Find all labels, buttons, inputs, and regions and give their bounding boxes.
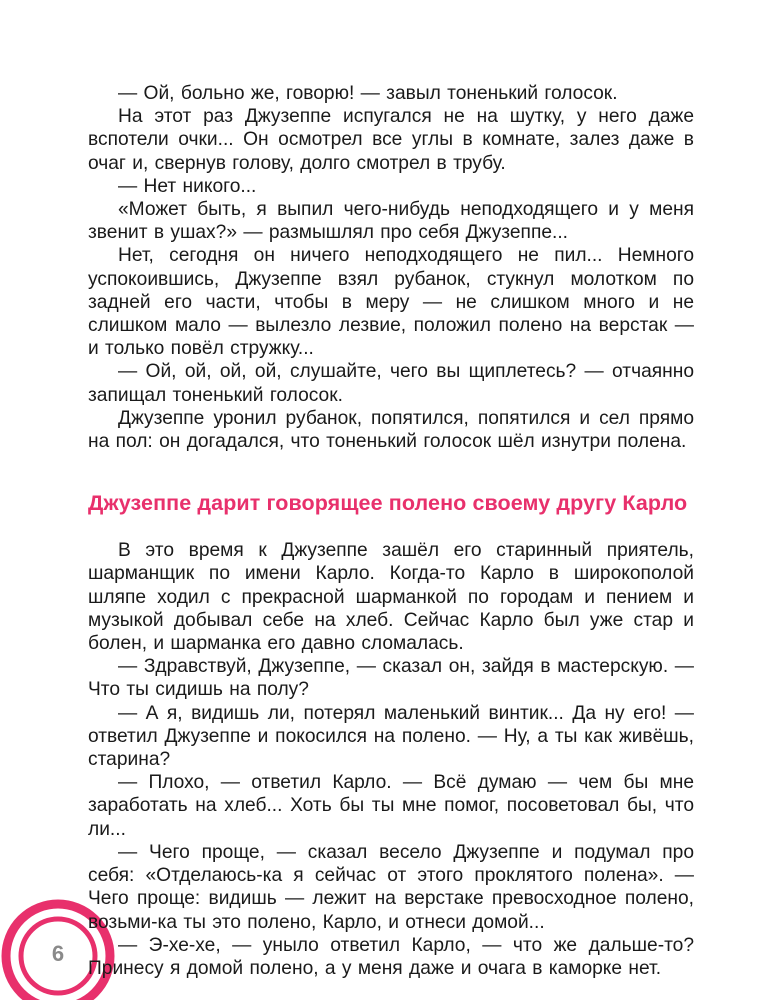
paragraph: На этот раз Джузеппе испугался не на шутку, у него даже вспотели очки... Он осмотрел все углы в комнате, залез даже в очаг и, свернув голову, долго смотрел в трубу. [88,106,694,174]
paragraph: Джузеппе уронил рубанок, попятился, попятился и сел прямо на пол: он догадался, что тоненький голосок шёл изнутри полена. [88,407,694,453]
paragraph: — Э-хе-хе, — уныло ответил Карло, — что же дальше-то? Принесу я домой полено, а у меня даже и очага в каморке нет. [88,934,694,979]
paragraph: — Плохо, — ответил Карло. — Всё думаю — чем бы мне заработать на хлеб... Хоть бы ты мне помог, посоветовал бы, что ли... [88,772,694,840]
paragraph: — Ой, ой, ой, ой, слушайте, чего вы щиплетесь? — отчаянно запищал тоненький голосок. [88,361,694,406]
paragraph: «Может быть, я выпил чего-нибудь неподходящего и у меня звенит в ушах?» — размышлял про себя Джузеппе... [88,199,694,244]
page-body [88,82,694,980]
section-title: Джузеппе дарит говорящее полено своему другу Карло [88,491,688,516]
paragraph: — Здравствуй, Джузеппе, — сказал он, зайдя в мастерскую. — Что ты сидишь на полу? [88,656,694,701]
paragraph: — Чего проще, — сказал весело Джузеппе и подумал про себя: «Отделаюсь-ка я сейчас от этого проклятого полена». — Чего проще: видишь — лежит на верстаке превосходное полено, возьми-ка ты это полено, Карло, и отнеси домой... [88,841,694,933]
paragraph: Нет, сегодня он ничего неподходящего не пил... Немного успокоившись, Джузеппе взял рубанок, стукнул молотком по задней его части, чтобы в меру — не слишком много и не слишком мало — вылезло лезвие, положил полено на верстак — и только повёл стружку... [88,245,694,360]
paragraph: — Ой, больно же, говорю! — завыл тоненький голосок. [118,83,618,104]
paragraph: — Нет никого... [118,175,257,197]
paragraph: В это время к Джузеппе зашёл его старинный приятель, шарманщик по имени Карло. Когда-то Карло в широкополой шляпе ходил с прекрасной шарманкой по городам и пением и музыкой добывал себе на хлеб. Сейчас Карло был уже стар и болен, и шарманка его давно сломалась. [88,540,694,655]
page-number: 6 [51,941,65,966]
paragraph: — А я, видишь ли, потерял маленький винтик... Да ну его! — ответил Джузеппе и покосился на полено. — Ну, а ты как живёшь, старина? [88,702,694,771]
